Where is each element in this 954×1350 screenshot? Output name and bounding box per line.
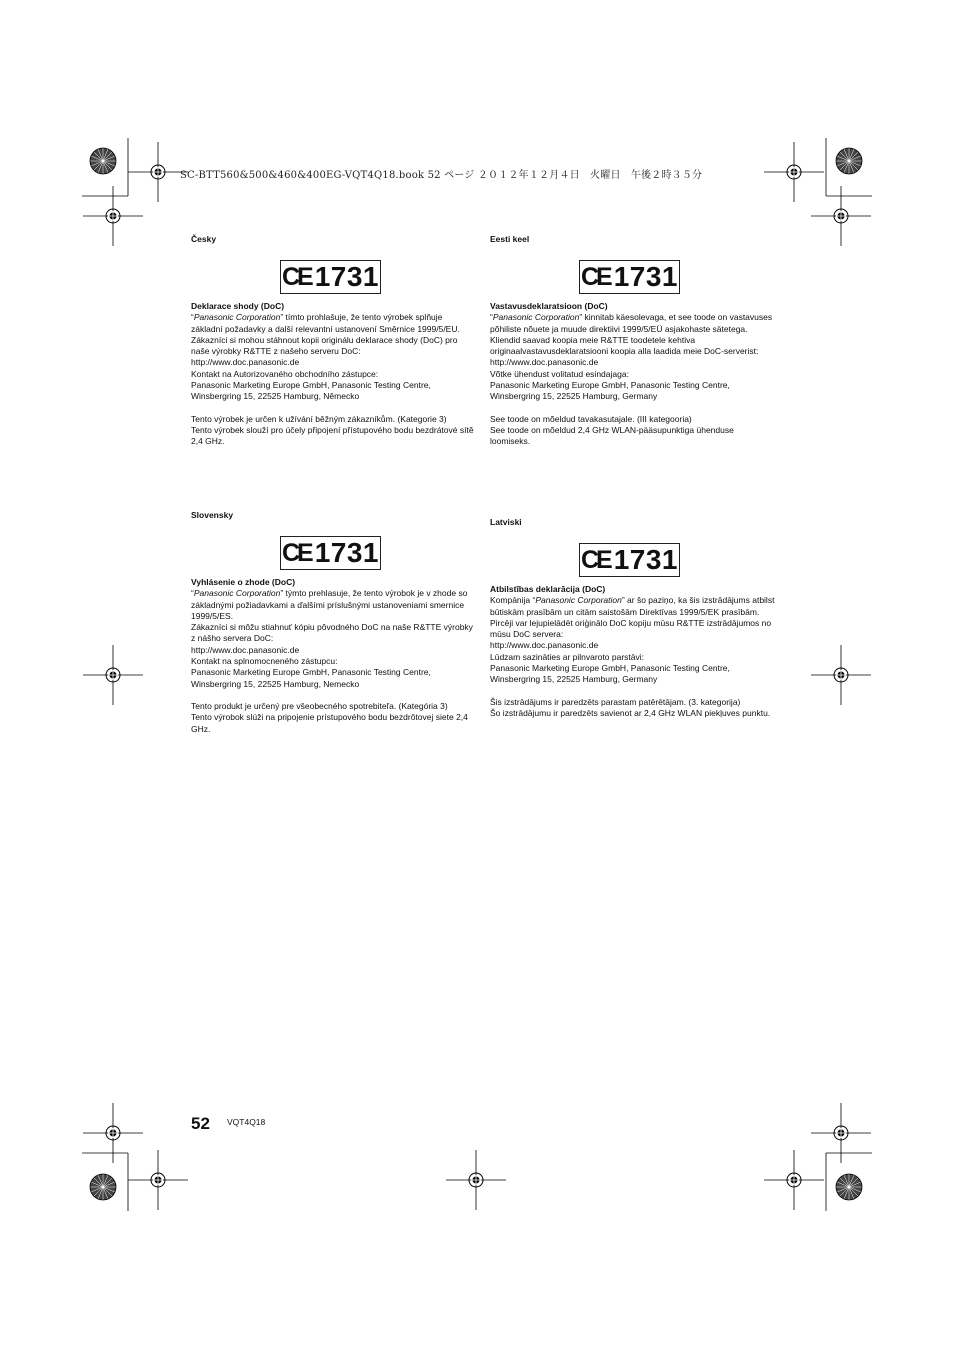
ce-certification-mark [280, 260, 381, 294]
declaration-line: ” týmto prehlasuje, že tento výrobok je v zhode so základnými požiadavkami a ďalšími príslušnými ustanoveniami smernice 1999/5/ES. [191, 588, 468, 621]
declaration-line: ” ar šo paziņo, ka šis izstrādājums atbilst būtiskām prasībām un citām saistošām Direktīvas 1999/5/EK prasībām. [490, 595, 775, 617]
declaration-line: ” tímto prohlašuje, že tento výrobek splňuje základní požadavky a další relevantní ustanovení Směrnice 1999/5/EU. [191, 312, 460, 334]
doc-url: http://www.doc.panasonic.de [490, 357, 599, 368]
declaration-text [490, 584, 775, 719]
address: Panasonic Marketing Europe GmbH, Panasonic Testing Centre, Winsbergring 15, 22525 Hamburg, Nemecko [191, 667, 431, 689]
ce-icon: CE [281, 262, 311, 291]
address: Panasonic Marketing Europe GmbH, Panasonic Testing Centre, Winsbergring 15, 22525 Hamburg, Germany [490, 380, 730, 402]
declaration-line: Kontakt na Autorizovaného obchodního zástupce: [191, 368, 379, 379]
section-cesky [191, 234, 476, 448]
doc-label: Vastavusdeklaratsioon (DoC) [490, 301, 608, 311]
quote-open: “ [191, 588, 194, 599]
category-note: Šis izstrādājums ir paredzēts parastam patērētājam. (3. kategorija) [490, 696, 741, 707]
declaration-line: Lūdzam sazināties ar pilnvaroto parstāvi: [490, 651, 645, 662]
address: Panasonic Marketing Europe GmbH, Panasonic Testing Centre, Winsbergring 15, 22525 Hamburg, Germany [490, 663, 730, 685]
declaration-text [191, 577, 476, 735]
usage-note: Tento výrobok slúži na pripojenie prístupového bodu bezdrôtovej siete 2,4 GHz. [191, 712, 468, 734]
quote-open: “ [191, 312, 194, 323]
document-code: VQT4Q18 [227, 1117, 266, 1127]
declaration-text [490, 301, 775, 448]
ce-certification-mark [579, 260, 680, 294]
declaration-line: Kontakt na splnomocneného zástupcu: [191, 656, 338, 667]
usage-note: See toode on mõeldud 2,4 GHz WLAN-pääsupunktiga ühenduse loomiseks. [490, 424, 734, 447]
file-header: SC-BTT560&500&460&400EG-VQT4Q18.book 52 ページ ２０１２年１２月４日 火曜日 午後２時３５分 [180, 170, 703, 181]
declaration-line: Kliendid saavad koopia meie R&TTE toodetele kehtiva originaalvastavusdeklaratsiooni koopia alla laadida meie DoC-serverist: [490, 334, 759, 357]
quote-open: “ [490, 312, 493, 323]
declaration-line: Zákazníci si mohou stáhnout kopii originálu deklarace shody (DoC) pro naše výrobky R&TTE z našeho serveru DoC: [191, 334, 458, 357]
company-name: Panasonic Corporation [193, 588, 281, 599]
quote-open: Kompānija “ [490, 595, 536, 606]
ce-icon: CE [281, 538, 311, 567]
doc-label: Deklarace shody (DoC) [191, 301, 285, 311]
declaration-text [191, 301, 476, 448]
usage-note: Tento výrobek slouží pro účely připojení přístupového bodu bezdrátové sítě 2,4 GHz. [191, 424, 474, 447]
section-slovensky [191, 510, 476, 735]
category-note: Tento výrobek je určen k užívání běžným zákazníkům. (Kategorie 3) [191, 413, 447, 424]
doc-label: Vyhlásenie o zhode (DoC) [191, 577, 296, 587]
ce-certification-mark [579, 543, 680, 577]
ce-number: 1731 [314, 261, 380, 292]
section-latviski [490, 517, 775, 719]
section-heading: Eesti keel [490, 234, 530, 244]
doc-url: http://www.doc.panasonic.de [191, 644, 300, 655]
ce-number: 1731 [314, 537, 380, 568]
category-note: Tento produkt je určený pre všeobecného spotrebiteľa. (Kategória 3) [191, 700, 448, 711]
ce-number: 1731 [613, 261, 679, 292]
declaration-line: Zákazníci si môžu stiahnuť kópiu pôvodného DoC na naše R&TTE výrobky z nášho servera DoC: [191, 622, 473, 644]
ce-icon: CE [580, 545, 610, 574]
doc-url: http://www.doc.panasonic.de [191, 357, 300, 368]
ce-icon: CE [580, 262, 610, 291]
ce-certification-mark [280, 536, 381, 570]
declaration-line: Pircēji var lejupielādēt oriģinālo DoC kopiju mūsu R&TTE izstrādājumos no mūsu DoC servera: [490, 617, 772, 640]
declaration-line: ” kinnitab käesolevaga, et see toode on vastavuses põhiliste nõuete ja muude direktiivi 1999/5/EÜ asjakohaste sätetega. [490, 312, 773, 334]
page-number: 52 [191, 1114, 210, 1133]
company-name: Panasonic Corporation [492, 312, 580, 323]
section-eesti [490, 234, 775, 448]
company-name: Panasonic Corporation [535, 595, 622, 606]
category-note: See toode on mõeldud tavakasutajale. (III kategooria) [490, 413, 692, 424]
section-heading: Česky [191, 234, 217, 244]
doc-label: Atbilstības deklarācija (DoC) [490, 584, 606, 594]
declaration-line: Võtke ühendust volitatud esindajaga: [490, 368, 629, 379]
usage-note: Šo izstrādājumu ir paredzēts savienot ar 2,4 GHz WLAN piekļuves punktu. [490, 707, 771, 718]
company-name: Panasonic Corporation [193, 312, 281, 323]
address: Panasonic Marketing Europe GmbH, Panasonic Testing Centre, Winsbergring 15, 22525 Hamburg, Německo [191, 380, 431, 402]
section-heading: Slovensky [191, 510, 234, 520]
doc-url: http://www.doc.panasonic.de [490, 640, 599, 651]
ce-number: 1731 [613, 544, 679, 575]
section-heading: Latviski [490, 517, 522, 527]
